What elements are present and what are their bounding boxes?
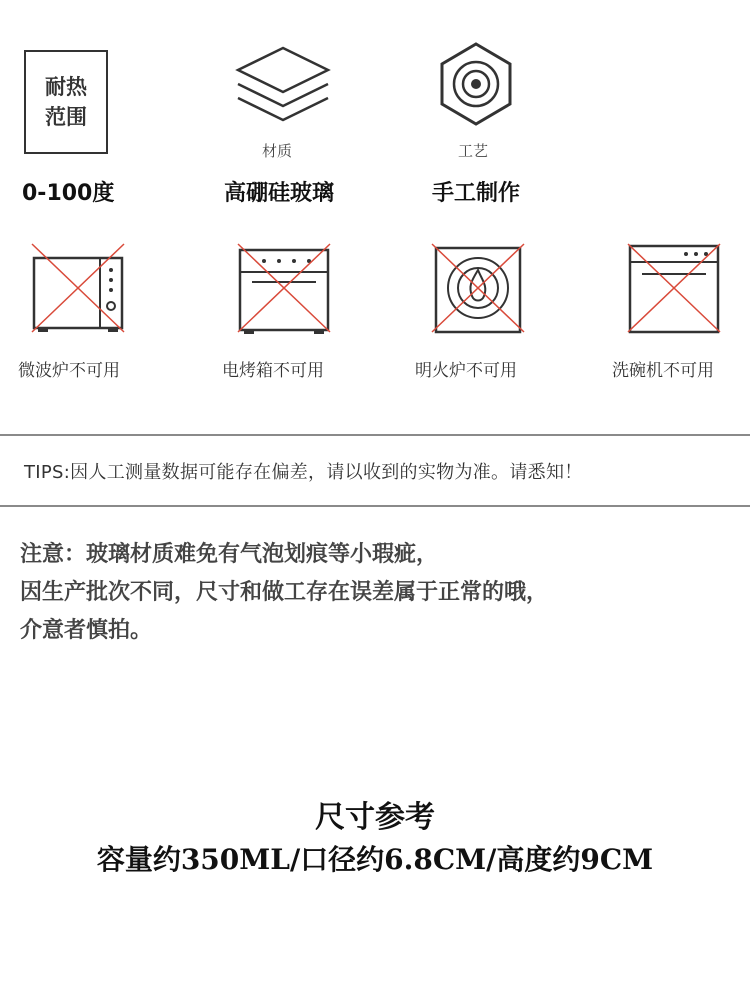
prohibition-label-open-flame: 明火炉不可用: [415, 361, 517, 381]
divider-top: [0, 434, 750, 436]
notice-line: 介意者慎拍。: [20, 618, 153, 643]
size-reference-detail: 容量约350ML/口径约6.8CM/高度约9CM: [96, 843, 654, 876]
heat-range-box: [24, 50, 108, 154]
tips-text: TIPS:因人工测量数据可能存在偏差，请以收到的实物为准。请悉知！: [24, 462, 583, 483]
prohibition-label-microwave: 微波炉不可用: [18, 361, 120, 381]
open-flame-stove-icon: [428, 240, 528, 335]
craft-value: 手工制作: [432, 181, 521, 206]
dishwasher-icon: [624, 240, 724, 335]
microwave-icon: [28, 240, 128, 335]
layers-icon: [228, 40, 338, 130]
divider-bottom: [0, 505, 750, 507]
material-value: 高硼硅玻璃: [224, 181, 335, 206]
oven-icon: [234, 240, 334, 335]
craft-label: 工艺: [458, 142, 489, 160]
prohibition-label-oven: 电烤箱不可用: [222, 361, 324, 381]
heat-range-box-label: 耐热范围: [45, 75, 87, 129]
heat-range-value: 0-100度: [22, 181, 115, 206]
material-label: 材质: [262, 142, 293, 160]
notice-block: [20, 536, 730, 650]
prohibition-label-dishwasher: 洗碗机不可用: [612, 361, 714, 381]
craft-hexagon-icon: [436, 40, 516, 130]
notice-line: 因生产批次不同，尺寸和做工存在误差属于正常的哦，: [20, 580, 549, 605]
notice-line: 注意：玻璃材质难免有气泡划痕等小瑕疵，: [20, 542, 439, 567]
size-reference-title: 尺寸参考: [315, 800, 435, 835]
